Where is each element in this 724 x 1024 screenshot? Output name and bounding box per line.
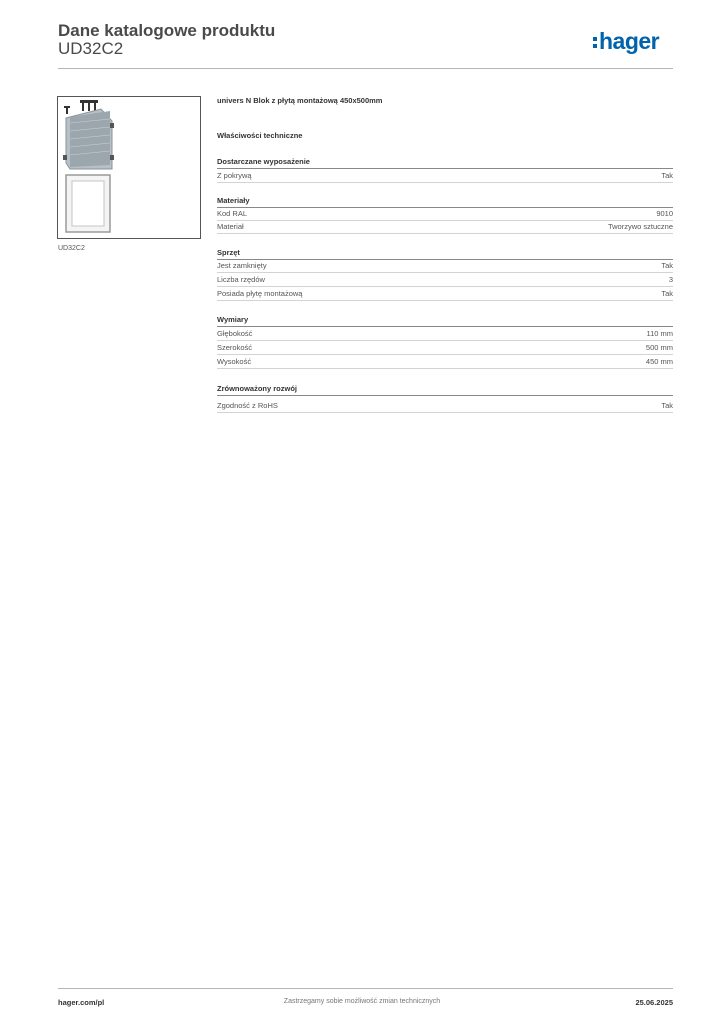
product-title: univers N Blok z płytą montażową 450x500mm xyxy=(217,96,383,105)
section-heading-sustainability: Zrównoważony rozwój xyxy=(217,384,673,396)
spec-label: Materiał xyxy=(217,222,244,231)
spec-row xyxy=(217,260,673,273)
header-divider xyxy=(58,68,673,69)
spec-value: 9010 xyxy=(656,209,673,218)
section-heading-equipment: Dostarczane wyposażenie xyxy=(217,157,673,169)
product-image xyxy=(57,96,201,239)
technical-properties-heading: Właściwości techniczne xyxy=(217,131,303,140)
section-heading-hardware: Sprzęt xyxy=(217,248,673,260)
spec-value: 110 mm xyxy=(646,329,673,338)
image-caption: UD32C2 xyxy=(58,245,85,252)
section-heading-materials: Materiały xyxy=(217,196,673,208)
spec-label: Z pokrywą xyxy=(217,171,252,180)
spec-label: Szerokość xyxy=(217,343,253,352)
spec-value: Tak xyxy=(661,171,673,180)
spec-row xyxy=(217,400,673,413)
logo-dot-top xyxy=(593,37,597,41)
spec-value: 450 mm xyxy=(645,357,673,366)
spec-value: 3 xyxy=(668,275,673,284)
spec-row xyxy=(217,170,673,183)
spec-row xyxy=(217,328,673,341)
spec-row xyxy=(217,221,673,234)
spec-row xyxy=(217,288,673,301)
logo-wordmark: hager xyxy=(599,28,660,54)
footer-date: 25.06.2025 xyxy=(635,998,673,1007)
spec-label: Liczba rzędów xyxy=(217,275,265,284)
document-title: Dane katalogowe produktu xyxy=(58,21,276,40)
spec-label: Jest zamknięty xyxy=(217,261,267,270)
section-heading-dimensions: Wymiary xyxy=(217,315,673,327)
spec-value: 500 mm xyxy=(645,343,673,352)
footer-divider xyxy=(58,988,673,989)
product-code: UD32C2 xyxy=(58,39,124,58)
spec-value: Tak xyxy=(661,261,673,270)
footer-website-link[interactable]: hager.com/pl xyxy=(58,998,105,1007)
spec-label: Posiada płytę montażową xyxy=(217,289,303,298)
spec-row xyxy=(217,208,673,221)
spec-label: Kod RAL xyxy=(217,209,248,218)
spec-value: Tak xyxy=(661,401,673,410)
hager-logo xyxy=(592,27,674,57)
logo-dot-bottom xyxy=(593,44,597,48)
spec-row xyxy=(217,274,673,287)
spec-row xyxy=(217,356,673,369)
product-illustration xyxy=(58,97,200,238)
spec-label: Zgodność z RoHS xyxy=(217,401,278,410)
spec-label: Wysokość xyxy=(217,357,252,366)
spec-value: Tak xyxy=(661,289,673,298)
spec-label: Głębokość xyxy=(217,329,253,338)
footer-disclaimer: Zastrzegamy sobie możliwość zmian technicznych xyxy=(283,998,441,1005)
spec-row xyxy=(217,342,673,355)
spec-value: Tworzywo sztuczne xyxy=(607,222,673,231)
